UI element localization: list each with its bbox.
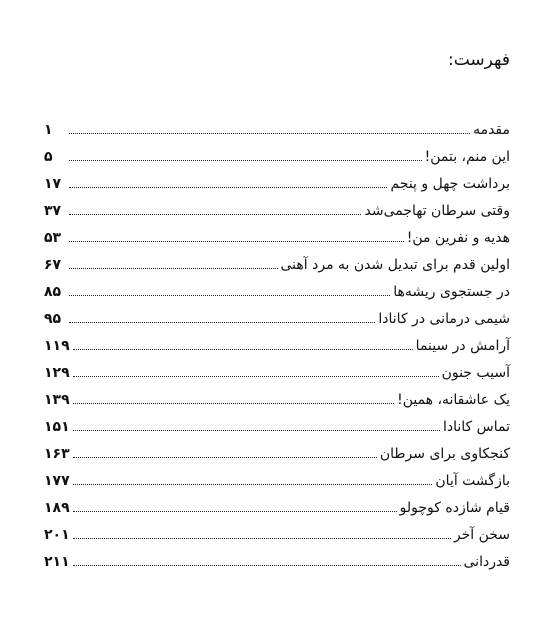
toc-entry-page-number: ۳۷: [44, 202, 62, 219]
toc-entry[interactable]: [44, 386, 510, 413]
toc-entry-title: آسیب جنون: [441, 364, 510, 381]
toc-entry-page-number: ۵: [44, 148, 53, 165]
dot-leader: [73, 484, 433, 485]
toc-entry[interactable]: [44, 521, 510, 548]
table-of-contents: [44, 116, 510, 575]
toc-entry-page-number: ۵۳: [44, 229, 62, 246]
dot-leader: [69, 295, 390, 296]
dot-leader: [69, 133, 470, 134]
toc-entry-title: قدردانی: [463, 553, 510, 570]
toc-entry[interactable]: [44, 197, 510, 224]
dot-leader: [73, 511, 397, 512]
toc-entry-page-number: ۱۷: [44, 175, 62, 192]
toc-entry-page-number: ۱۲۹: [44, 364, 70, 381]
toc-entry-title: برداشت چهل و پنجم: [390, 175, 510, 192]
dot-leader: [69, 268, 278, 269]
dot-leader: [69, 187, 387, 188]
toc-entry-title: وقتی سرطان تهاجمی‌شد: [364, 202, 510, 219]
toc-entry[interactable]: [44, 359, 510, 386]
toc-entry-page-number: ۱۶۳: [44, 445, 70, 462]
toc-title: فهرست:: [447, 50, 510, 70]
toc-entry[interactable]: [44, 278, 510, 305]
toc-entry-page-number: ۲۰۱: [44, 526, 70, 543]
toc-entry[interactable]: [44, 116, 510, 143]
toc-entry[interactable]: [44, 467, 510, 494]
toc-entry-page-number: ۱: [44, 121, 53, 138]
toc-entry-page-number: ۱۷۷: [44, 472, 70, 489]
dot-leader: [73, 430, 440, 431]
toc-entry-title: بازگشت آیان: [435, 472, 510, 489]
dot-leader: [73, 538, 451, 539]
toc-entry-title: آرامش در سینما: [415, 337, 510, 354]
toc-entry-page-number: ۹۵: [44, 310, 62, 327]
toc-entry-title: در جستجوی ریشه‌ها: [393, 283, 510, 300]
toc-entry[interactable]: [44, 170, 510, 197]
dot-leader: [69, 322, 375, 323]
toc-entry-title: اولین قدم برای تبدیل شدن به مرد آهنی: [280, 256, 510, 273]
toc-entry-title: این منم، بتمن!: [424, 148, 510, 165]
toc-entry[interactable]: [44, 548, 510, 575]
toc-entry-title: هدیه و نفرین من!: [406, 229, 510, 246]
toc-entry[interactable]: [44, 251, 510, 278]
toc-entry[interactable]: [44, 440, 510, 467]
toc-entry-title: مقدمه: [473, 121, 510, 138]
toc-entry-title: تماس کانادا: [442, 418, 510, 435]
toc-entry-page-number: ۱۱۹: [44, 337, 70, 354]
toc-entry-title: یک عاشقانه، همین!: [397, 391, 510, 408]
dot-leader: [69, 241, 404, 242]
toc-entry-title: شیمی درمانی در کانادا: [378, 310, 510, 327]
toc-entry-page-number: ۱۸۹: [44, 499, 70, 516]
toc-entry-page-number: ۲۱۱: [44, 553, 70, 570]
dot-leader: [73, 349, 413, 350]
toc-entry[interactable]: [44, 224, 510, 251]
dot-leader: [69, 214, 361, 215]
toc-entry[interactable]: [44, 305, 510, 332]
toc-entry-page-number: ۱۵۱: [44, 418, 70, 435]
toc-entry-page-number: ۱۳۹: [44, 391, 70, 408]
toc-entry-title: قیام شازده کوچولو: [399, 499, 510, 516]
toc-entry-page-number: ۸۵: [44, 283, 62, 300]
toc-entry-page-number: ۶۷: [44, 256, 62, 273]
toc-entry[interactable]: [44, 494, 510, 521]
dot-leader: [69, 160, 422, 161]
toc-entry[interactable]: [44, 413, 510, 440]
dot-leader: [73, 565, 461, 566]
dot-leader: [73, 403, 394, 404]
toc-entry[interactable]: [44, 332, 510, 359]
toc-entry-title: سخن آخر: [453, 526, 510, 543]
dot-leader: [73, 457, 377, 458]
dot-leader: [73, 376, 439, 377]
toc-entry-title: کنجکاوی برای سرطان: [379, 445, 510, 462]
toc-entry[interactable]: [44, 143, 510, 170]
